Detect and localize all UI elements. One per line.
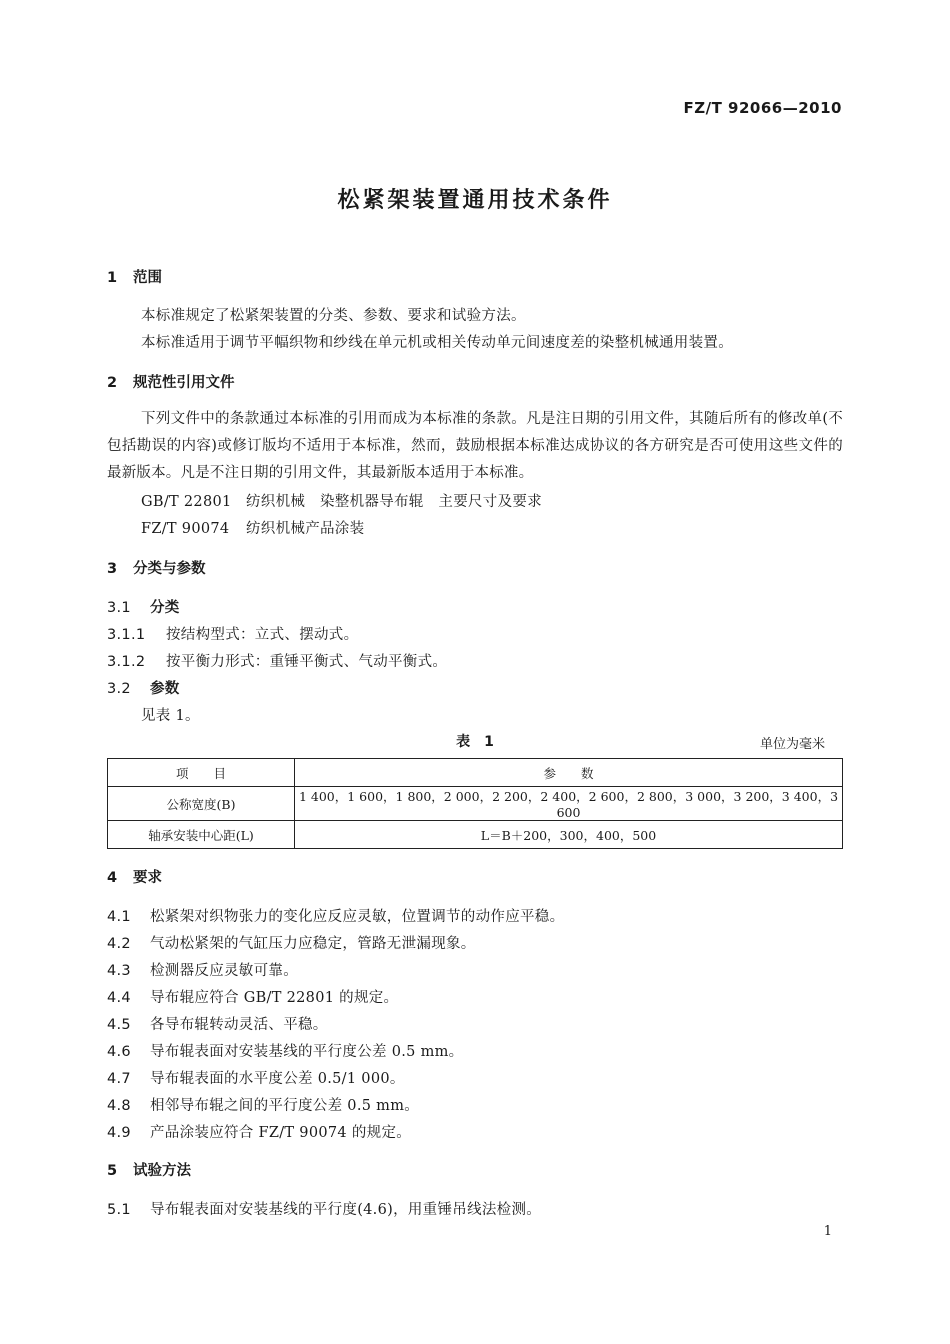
- reference-item: [141, 517, 364, 538]
- clause-number: 5.1: [107, 1202, 131, 1218]
- section-title: 范围: [133, 270, 162, 286]
- section-5-heading: [107, 1159, 191, 1180]
- clause-text: 各导布辊转动灵活、平稳。: [150, 1017, 328, 1033]
- clause-text: 检测器反应灵敏可靠。: [150, 963, 298, 979]
- clause-4-9: [107, 1121, 411, 1142]
- table-caption: 表 1: [456, 734, 494, 750]
- clause-4-1: [107, 905, 564, 926]
- clause-4-2: [107, 932, 476, 953]
- clause-text: 相邻导布辊之间的平行度公差 0.5 mm。: [150, 1098, 420, 1114]
- clause-text: 导布辊表面对安装基线的平行度公差 0.5 mm。: [150, 1044, 464, 1060]
- reference-code: FZ/T 90074: [141, 521, 230, 537]
- clause-text: 导布辊应符合 GB/T 22801 的规定。: [150, 990, 399, 1006]
- section-number: 4: [107, 870, 118, 886]
- table-cell-value: L＝B＋200，300，400，500: [295, 821, 843, 849]
- table-row: [108, 821, 843, 849]
- table-header-cell: 参 数: [295, 759, 843, 787]
- clause-text: 导布辊表面对安装基线的平行度(4.6)，用重锤吊线法检测。: [150, 1202, 542, 1218]
- clause-number: 3.1.1: [107, 627, 146, 643]
- clause-text: 导布辊表面的水平度公差 0.5/1 000。: [150, 1071, 405, 1087]
- subsection-3-2-heading: [107, 677, 180, 698]
- clause-4-4: [107, 986, 398, 1007]
- subsection-3-2-text: 见表 1。: [141, 708, 200, 724]
- section-title: 分类与参数: [133, 561, 206, 577]
- section-title: 要求: [133, 870, 162, 886]
- table-header-cell: 项 目: [108, 759, 295, 787]
- clause-5-1: [107, 1198, 541, 1219]
- section-4-heading: [107, 866, 162, 887]
- clause-number: 4.8: [107, 1098, 131, 1114]
- clause-number: 4.6: [107, 1044, 131, 1060]
- section-title: 规范性引用文件: [133, 375, 235, 391]
- section-1-paragraph-2: 本标准适用于调节平幅织物和纱线在单元机或相关传动单元间速度差的染整机械通用装置。: [141, 335, 733, 351]
- clause-text: 产品涂装应符合 FZ/T 90074 的规定。: [150, 1125, 412, 1141]
- clause-text: 按结构型式：立式、摆动式。: [166, 627, 359, 643]
- section-number: 2: [107, 375, 118, 391]
- clause-4-7: [107, 1067, 405, 1088]
- subsection-number: 3.2: [107, 681, 131, 697]
- subsection-number: 3.1: [107, 600, 131, 616]
- section-number: 5: [107, 1163, 118, 1179]
- subsection-title: 分类: [150, 600, 180, 616]
- clause-4-5: [107, 1013, 328, 1034]
- clause-text: 松紧架对织物张力的变化应反应灵敏，位置调节的动作应平稳。: [150, 909, 565, 925]
- clause-4-8: [107, 1094, 419, 1115]
- clause-text: 按平衡力形式：重锤平衡式、气动平衡式。: [166, 654, 448, 670]
- table-cell-value: 1 400，1 600，1 800，2 000，2 200，2 400，2 600，2 800，3 000，3 200，3 400，3 600: [295, 787, 843, 821]
- section-2-heading: [107, 371, 235, 392]
- clause-number: 4.3: [107, 963, 131, 979]
- clause-text: 气动松紧架的气缸压力应稳定，管路无泄漏现象。: [150, 936, 476, 952]
- clause-3-1-1: [107, 623, 358, 644]
- clause-number: 4.5: [107, 1017, 131, 1033]
- table-row: [108, 787, 843, 821]
- clause-4-6: [107, 1040, 463, 1061]
- section-number: 1: [107, 270, 118, 286]
- table-cell-label: 轴承安装中心距(L): [108, 821, 295, 849]
- clause-number: 4.7: [107, 1071, 131, 1087]
- clause-4-3: [107, 959, 298, 980]
- clause-number: 4.4: [107, 990, 131, 1006]
- parameter-table: [107, 758, 843, 849]
- table-cell-label: 公称宽度(B): [108, 787, 295, 821]
- reference-title: 纺织机械产品涂装: [246, 521, 365, 537]
- reference-code: GB/T 22801: [141, 494, 232, 510]
- table-header-row: [108, 759, 843, 787]
- subsection-3-1-heading: [107, 596, 180, 617]
- section-1-heading: [107, 266, 162, 287]
- section-2-paragraph: 下列文件中的条款通过本标准的引用而成为本标准的条款。凡是注日期的引用文件，其随后所有的修改单(不包括勘误的内容)或修订版均不适用于本标准，然而，鼓励根据本标准达成协议的各方研究是否可使用这些文件的最新版本。凡是不注日期的引用文件，其最新版本适用于本标准。: [107, 411, 843, 481]
- clause-number: 4.9: [107, 1125, 131, 1141]
- clause-number: 4.2: [107, 936, 131, 952]
- section-3-heading: [107, 557, 206, 578]
- standard-code: FZ/T 92066—2010: [683, 99, 842, 117]
- clause-3-1-2: [107, 650, 447, 671]
- subsection-title: 参数: [150, 681, 180, 697]
- section-number: 3: [107, 561, 118, 577]
- section-1-paragraph-1: 本标准规定了松紧架装置的分类、参数、要求和试验方法。: [141, 308, 526, 324]
- page-number: 1: [823, 1224, 832, 1239]
- clause-number: 3.1.2: [107, 654, 146, 670]
- reference-title: 纺织机械 染整机器导布辊 主要尺寸及要求: [246, 494, 542, 510]
- reference-item: [141, 490, 542, 511]
- clause-number: 4.1: [107, 909, 131, 925]
- document-title: 松紧架装置通用技术条件: [337, 188, 613, 213]
- section-title: 试验方法: [133, 1163, 191, 1179]
- table-unit: 单位为毫米: [759, 737, 825, 752]
